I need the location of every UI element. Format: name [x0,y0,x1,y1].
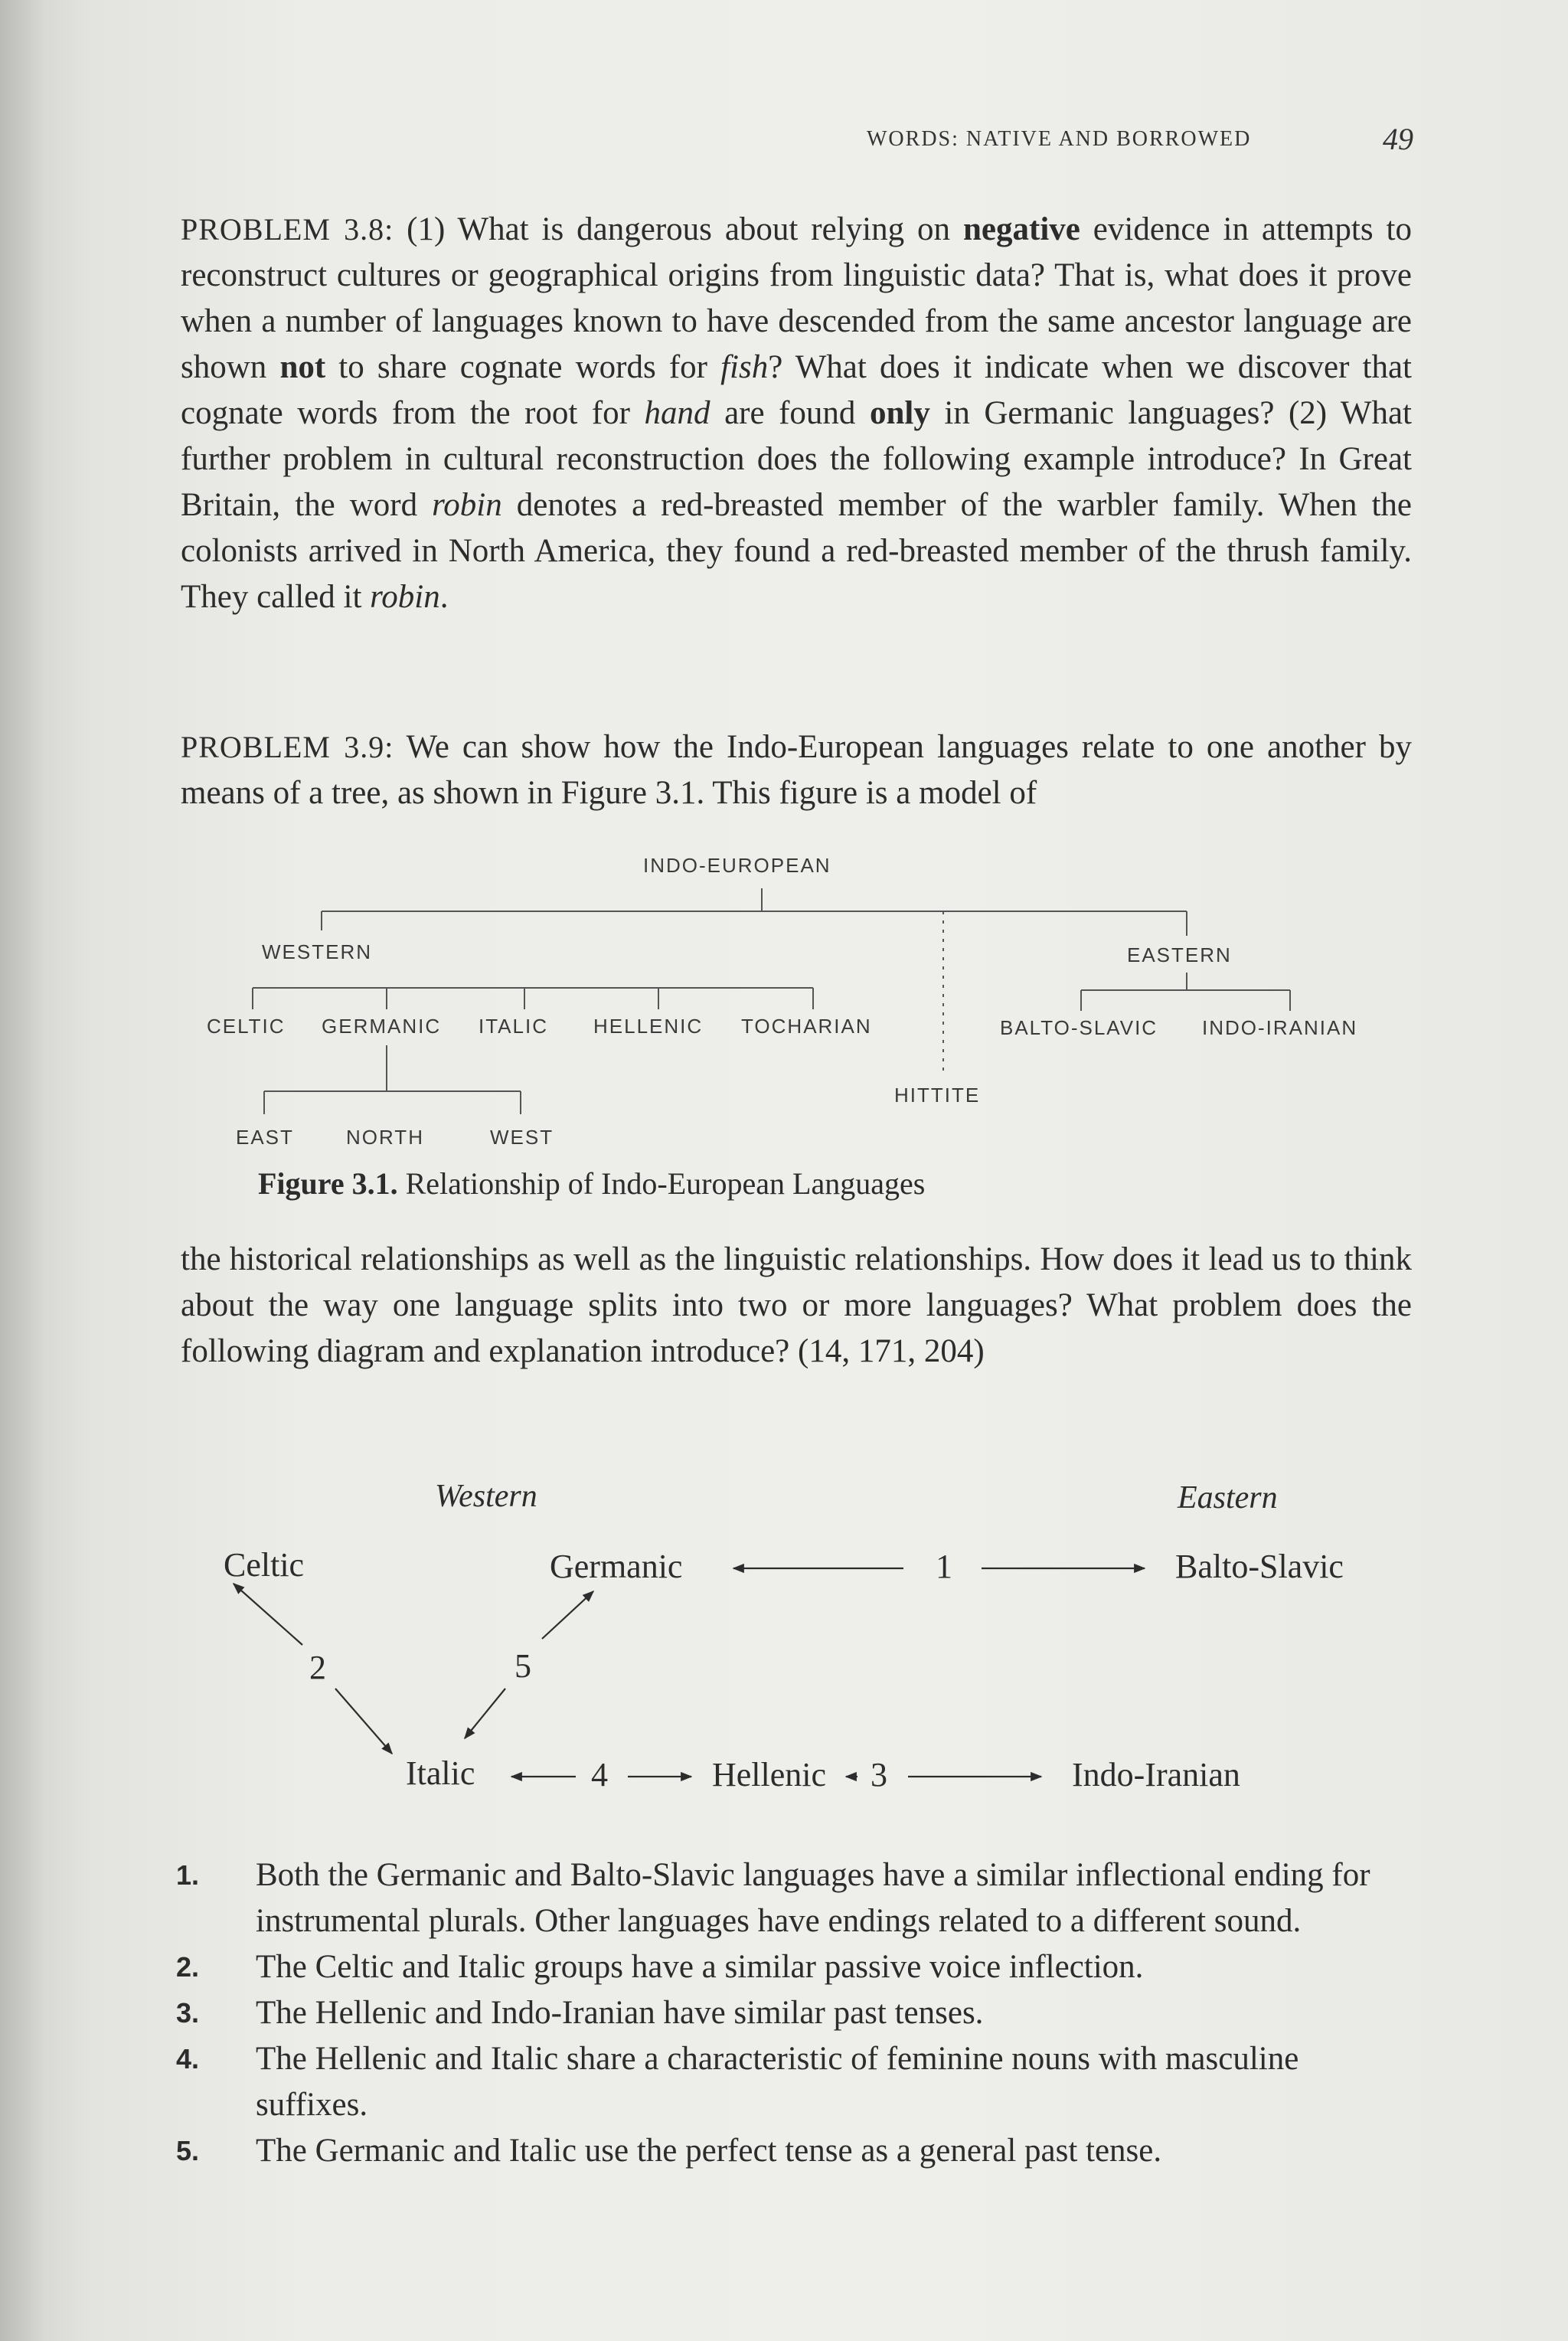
tree-node-west: WEST [490,1126,554,1149]
diagram-node-germanic: Germanic [550,1548,683,1585]
text-run: the historical relationships as well as the linguistic relationships. How does it lead us to think about the way one language splits into two or more languages? What problem does the following diagram and explanation introduce? (14, 171, 204) [181,1241,1412,1369]
diagram-node-indo-iranian: Indo-Iranian [1072,1756,1240,1793]
relation-arrow [234,1584,302,1645]
tree-node-north: NORTH [346,1126,424,1149]
note-number: 3. [176,1997,200,2029]
note-number: 2. [176,1951,200,1983]
relation-arrow [542,1591,593,1639]
diagram-relation-2: 2 [309,1649,326,1686]
term-hand: hand [644,395,710,431]
problem-label: PROBLEM 3.8: [181,212,394,247]
emphasis-negative: negative [963,211,1080,247]
note-number: 4. [176,2043,200,2075]
page-number: 49 [1383,122,1413,156]
text-run: ? What does it indicate when we discover that cognate words from the root for [181,349,1412,431]
text-run: evidence in attempts to reconstruct cultures or geographical origins from linguistic data? That is, what does it prove when a number of languages known to have descended from the same ancestor language are shown [181,211,1413,385]
term-robin: robin [370,579,440,615]
text-run: to share cognate words for [325,349,721,385]
spine-shadow [0,0,46,2341]
term-fish: fish [720,349,769,385]
problem-3-9-paragraph [181,724,1412,816]
diagram-heading-eastern: Eastern [1178,1480,1278,1515]
figure-caption-text: Relationship of Indo-European Languages [397,1166,926,1201]
emphasis-not: not [279,349,326,385]
text-run: (1) What is dangerous about relying on [394,211,963,247]
text-run: denotes a red-breasted member of the warbler family. When the colonists arrived in North America, they found a red-breasted member of the thrush family. They called it [181,487,1412,615]
note-item [167,2128,1415,2174]
problem-label: PROBLEM 3.9: [181,730,394,764]
note-text: The Hellenic and Italic share a characteristic of feminine nouns with masculine suffixes. [256,2041,1299,2123]
emphasis-only: only [869,395,930,431]
text-run: in Germanic languages? (2) What further problem in cultural reconstruction does the following example introduce? In Great Britain, the word [181,395,1412,523]
tree-node-indo-iranian: INDO-IRANIAN [1202,1016,1358,1039]
note-item [167,1852,1415,1944]
tree-node-western: WESTERN [262,940,372,963]
diagram-relation-5: 5 [514,1647,531,1685]
text-run: . [439,579,449,615]
note-item [167,1990,1415,2036]
diagram-node-italic: Italic [406,1754,475,1792]
continuation-paragraph [181,1237,1412,1375]
tree-node-indo-european: INDO-EUROPEAN [643,854,831,877]
relation-arrow [465,1689,505,1738]
figure-caption-label: Figure 3.1. [258,1166,398,1201]
note-text: The Celtic and Italic groups have a similar passive voice inflection. [256,1949,1144,1985]
note-item [167,2036,1415,2128]
notes-list [167,1852,1415,2174]
note-number: 5. [176,2135,200,2166]
relations-diagram-lines [234,1568,1145,1777]
family-tree-lines [253,888,1290,1114]
diagram-relation-1: 1 [936,1548,952,1585]
tree-node-balto-slavic: BALTO-SLAVIC [1000,1016,1158,1039]
problem-3-8-paragraph [181,207,1412,620]
diagram-relation-4: 4 [591,1756,608,1793]
tree-node-hittite: HITTITE [894,1084,981,1107]
figure-caption [258,1166,925,1202]
diagram-heading-western: Western [435,1479,537,1514]
text-run: are found [710,395,870,431]
text-run: We can show how the Indo-European languages relate to one another by means of a tree, as shown in Figure 3.1. This figure is a model of [181,729,1412,811]
tree-node-hellenic: HELLENIC [593,1015,704,1038]
diagram-relation-3: 3 [871,1756,887,1793]
tree-node-celtic: CELTIC [207,1015,286,1038]
tree-node-tocharian: TOCHARIAN [741,1015,872,1038]
note-text: The Germanic and Italic use the perfect tense as a general past tense. [256,2133,1162,2169]
tree-node-italic: ITALIC [479,1015,548,1038]
note-text: Both the Germanic and Balto-Slavic languages have a similar inflectional ending for instrumental plurals. Other languages have endings related to a different sound. [256,1857,1370,1939]
tree-node-eastern: EASTERN [1127,943,1232,966]
diagram-node-celtic: Celtic [224,1546,305,1584]
relation-arrow [335,1689,392,1754]
diagram-node-hellenic: Hellenic [712,1756,827,1793]
running-head: WORDS: NATIVE AND BORROWED [867,127,1252,151]
note-text: The Hellenic and Indo-Iranian have similar past tenses. [256,1995,984,2031]
tree-node-germanic: GERMANIC [322,1015,442,1038]
note-number: 1. [176,1859,200,1891]
note-item [167,1944,1415,1990]
tree-node-east: EAST [236,1126,294,1149]
term-robin: robin [432,487,502,523]
diagram-node-balto-slavic: Balto-Slavic [1175,1548,1344,1585]
